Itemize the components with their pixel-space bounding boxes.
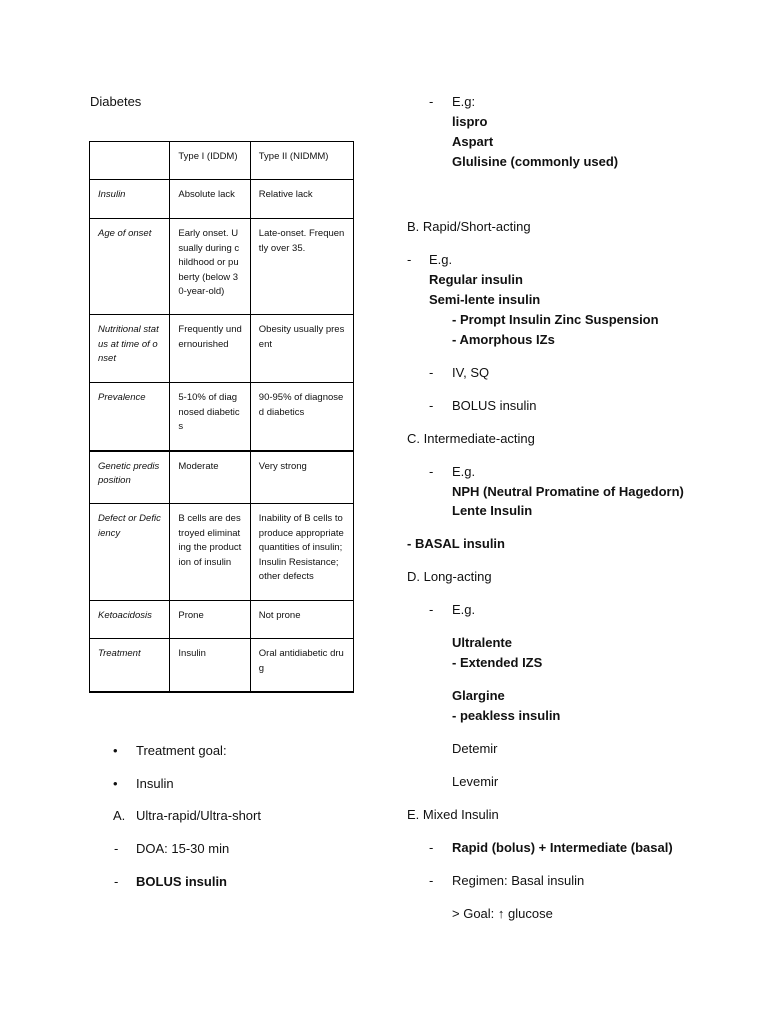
type1-cell: B cells are destroyed eliminating the production of insulin — [170, 504, 250, 601]
row-label: Age of onset — [90, 219, 170, 315]
dash-marker: - — [429, 94, 434, 109]
list-marker-a: A. — [113, 808, 126, 823]
type2-cell: Relative lack — [250, 180, 353, 219]
eg-label: E.g. — [429, 252, 453, 267]
lispro-text: lispro — [452, 114, 488, 129]
bolus-insulin-text: BOLUS insulin — [136, 874, 227, 889]
table-row — [90, 219, 354, 315]
dash-marker: - — [429, 873, 434, 888]
peakless-text: - peakless insulin — [452, 708, 561, 723]
table-header-cell: Type II (NIDMM) — [250, 142, 353, 180]
type2-cell: Oral antidiabetic drug — [250, 639, 353, 692]
diabetes-comparison-table — [89, 141, 354, 693]
table-row — [90, 639, 354, 692]
basal-insulin-text: - BASAL insulin — [407, 536, 505, 551]
row-label: Ketoacidosis — [90, 601, 170, 639]
type1-cell: 5-10% of diagnosed diabetics — [170, 383, 250, 451]
type1-cell: Moderate — [170, 451, 250, 504]
table-row — [90, 315, 354, 383]
rapid-short-heading: B. Rapid/Short-acting — [407, 219, 531, 234]
page-title: Diabetes — [90, 94, 142, 109]
extended-izs-text: - Extended IZS — [452, 655, 543, 670]
semilente-text: Semi-lente insulin — [429, 292, 541, 307]
table-header-row — [90, 142, 354, 180]
row-label: Genetic predisposition — [90, 451, 170, 504]
insulin-text: Insulin — [136, 776, 174, 791]
table-row — [90, 504, 354, 601]
bullet-marker: • — [113, 743, 118, 758]
type2-cell: Obesity usually present — [250, 315, 353, 383]
table-header-cell: Type I (IDDM) — [170, 142, 250, 180]
table-header-cell — [90, 142, 170, 180]
row-label: Insulin — [90, 180, 170, 219]
regimen-text: Regimen: Basal insulin — [452, 873, 585, 888]
glulisine-text: Glulisine (commonly used) — [452, 154, 619, 169]
ultralente-text: Ultralente — [452, 635, 512, 650]
prompt-izs-text: - Prompt Insulin Zinc Suspension — [452, 312, 659, 327]
dash-marker: - — [114, 874, 119, 889]
nph-text: NPH (Neutral Promatine of Hagedorn) — [452, 484, 684, 499]
table-row — [90, 601, 354, 639]
table-row — [90, 451, 354, 504]
type2-cell: Late-onset. Frequently over 35. — [250, 219, 353, 315]
table-row — [90, 180, 354, 219]
treatment-goal-text: Treatment goal: — [136, 743, 227, 758]
type2-cell: Not prone — [250, 601, 353, 639]
type1-cell: Insulin — [170, 639, 250, 692]
eg-label: E.g. — [452, 464, 476, 479]
type1-cell: Absolute lack — [170, 180, 250, 219]
dash-marker: - — [429, 365, 434, 380]
detemir-text: Detemir — [452, 741, 498, 756]
ultra-rapid-heading: Ultra-rapid/Ultra-short — [136, 808, 261, 823]
dash-marker: - — [114, 841, 119, 856]
row-label: Nutritional status at time of onset — [90, 315, 170, 383]
doa-text: DOA: 15-30 min — [136, 841, 230, 856]
eg-label: E.g: — [452, 94, 476, 109]
aspart-text: Aspart — [452, 134, 494, 149]
lente-text: Lente Insulin — [452, 503, 533, 518]
table-row — [90, 383, 354, 451]
iv-sq-text: IV, SQ — [452, 365, 490, 380]
long-acting-heading: D. Long-acting — [407, 569, 492, 584]
dash-marker: - — [407, 252, 412, 267]
row-label: Treatment — [90, 639, 170, 692]
row-label: Defect or Deficiency — [90, 504, 170, 601]
type2-cell: 90-95% of diagnosed diabetics — [250, 383, 353, 451]
dash-marker: - — [429, 464, 434, 479]
dash-marker: - — [429, 398, 434, 413]
type2-cell: Inability of B cells to produce appropriate quantities of insulin; Insulin Resistance; other defects — [250, 504, 353, 601]
type1-cell: Prone — [170, 601, 250, 639]
levemir-text: Levemir — [452, 774, 499, 789]
dash-marker: - — [429, 840, 434, 855]
type1-cell: Frequently undernourished — [170, 315, 250, 383]
mixed-combination-text: Rapid (bolus) + Intermediate (basal) — [452, 840, 673, 855]
bullet-marker: • — [113, 776, 118, 791]
type2-cell: Very strong — [250, 451, 353, 504]
goal-text: > Goal: ↑ glucose — [452, 906, 553, 921]
glargine-text: Glargine — [452, 688, 505, 703]
row-label: Prevalence — [90, 383, 170, 451]
regular-insulin-text: Regular insulin — [429, 272, 523, 287]
type1-cell: Early onset. Usually during childhood or puberty (below 30-year-old) — [170, 219, 250, 315]
amorphous-izs-text: - Amorphous IZs — [452, 332, 555, 347]
intermediate-heading: C. Intermediate-acting — [407, 431, 535, 446]
bolus-insulin-text: BOLUS insulin — [452, 398, 537, 413]
dash-marker: - — [429, 602, 434, 617]
eg-label: E.g. — [452, 602, 476, 617]
mixed-insulin-heading: E. Mixed Insulin — [407, 807, 499, 822]
